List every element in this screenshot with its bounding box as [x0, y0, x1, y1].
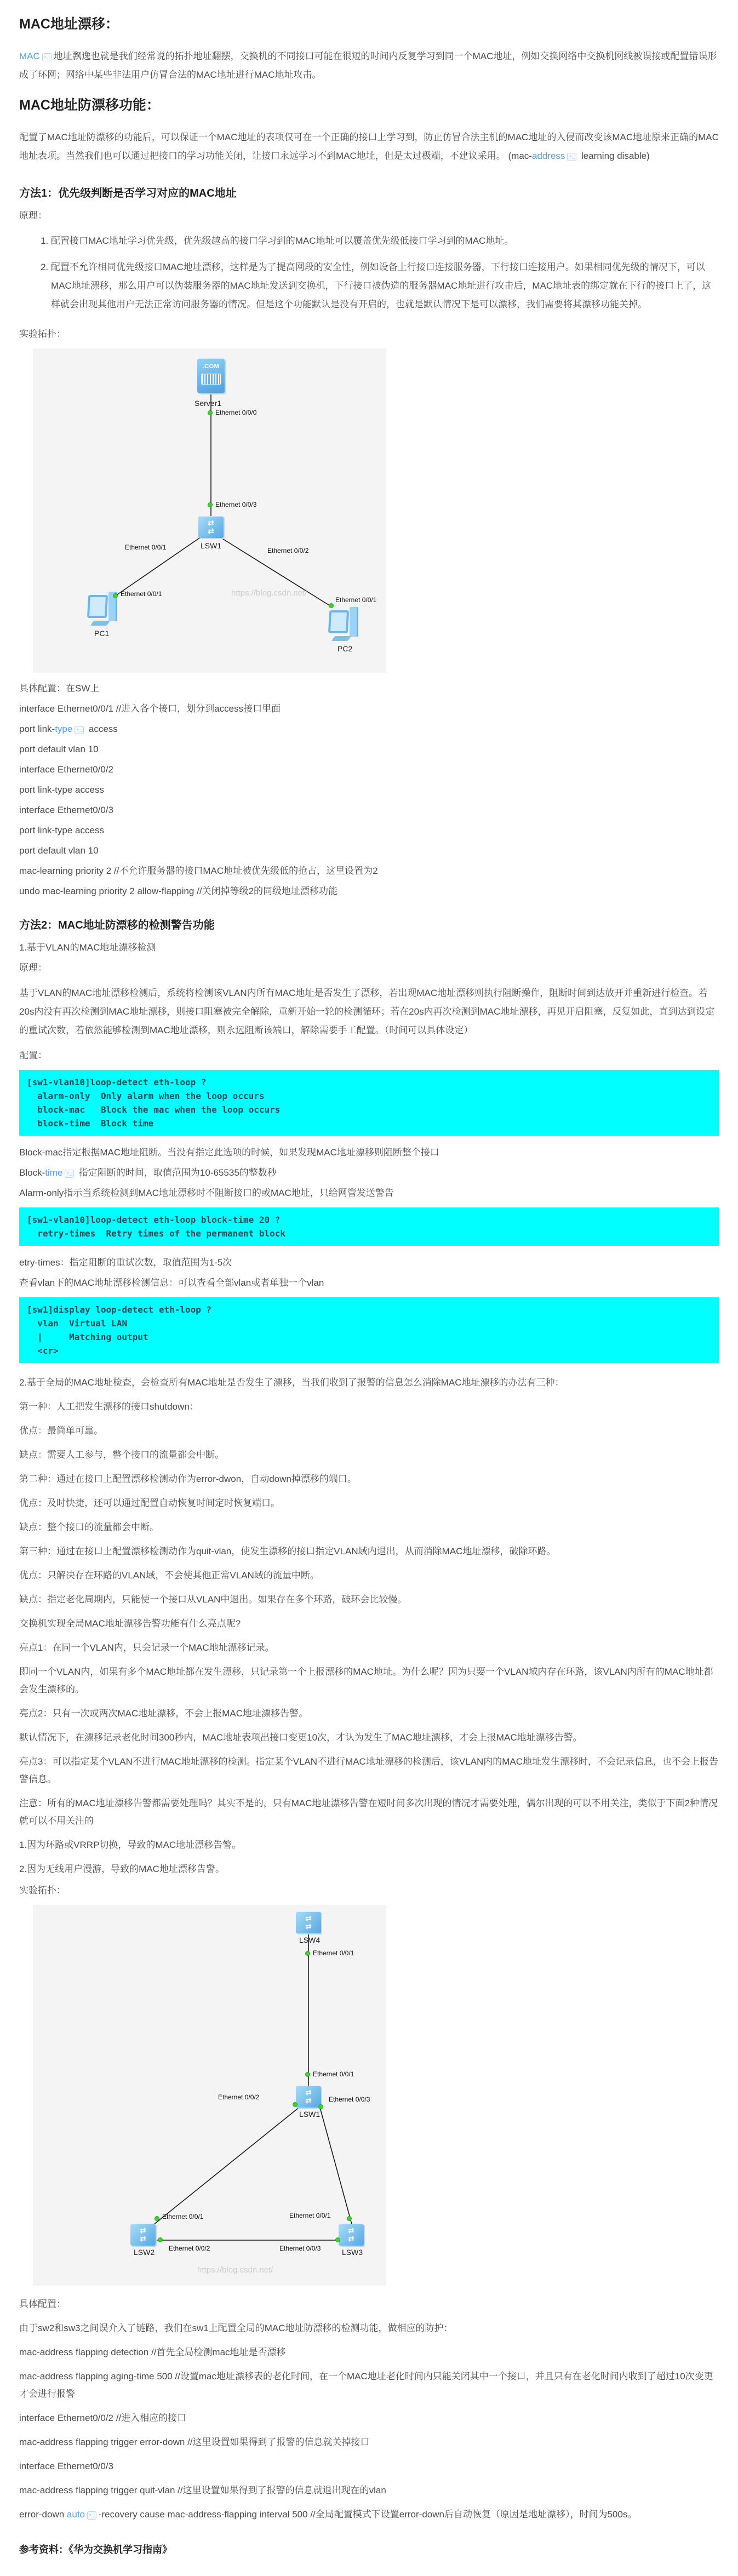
topology-diagram-2[interactable] [33, 1905, 386, 2286]
device-label-lsw2: LSW2 [134, 2248, 155, 2257]
link-endpoint-dot [208, 502, 213, 507]
config-text-after: -recovery cause mac-address-flapping interval 500 //全局配置模式下设置error-down后自动恢复（原因是地址漂移），时间为500s。 [98, 2509, 637, 2520]
config-line [19, 2506, 719, 2523]
list-item: 1. 配置接口MAC地址学习优先级，优先级越高的接口学习到的MAC地址可以覆盖优先级低接口学习到的MAC地址。 [51, 232, 719, 250]
solution-pro: 优点：及时快捷，还可以通过配置自动恢复时间定时恢复端口。 [19, 1498, 280, 1508]
note-text-after: 指定阻断的时间，取值范围为10-65535的整数秒 [76, 1167, 277, 1178]
mac-link[interactable]: MAC [19, 51, 40, 61]
solution-title: 第三种：通过在接口上配置漂移检测动作为quit-vlan，使发生漂移的接口指定VLAN域内退出，从而消除MAC地址漂移，破除环路。 [19, 1546, 556, 1556]
switch-arrows-glyph: ⇄ [348, 2234, 354, 2243]
topology-diagram-1[interactable] [33, 348, 386, 673]
device-label-lsw1: LSW1 [299, 2110, 321, 2119]
device-label-server1: Server1 [194, 399, 222, 408]
anti-drift-paragraph [19, 128, 719, 165]
solution-title: 第一种：人工把发生漂移的接口shutdown： [19, 1401, 199, 1412]
solution-con: 缺点：指定老化周期内，只能使一个接口从VLAN中退出。如果存在多个环路，破环会比较慢。 [19, 1594, 407, 1605]
intro-paragraph [19, 47, 719, 84]
inline-code-icon[interactable]: ›_ [75, 726, 84, 734]
config-line: port default vlan 10 [19, 845, 99, 856]
port-label: Ethernet 0/0/1 [162, 2213, 204, 2220]
highlight2: 亮点2：只有一次或两次MAC地址漂移，不会上报MAC地址漂移告警。 [19, 1708, 308, 1719]
method2-principle-paragraph: 基于VLAN的MAC地址漂移检测后，系统将检测该VLAN内所有MAC地址是否发生了漂移，若出现MAC地址漂移则执行阻断操作，阻断时间到达放开并重新进行检查。若20s内没有再次检测到MAC地址漂移，则接口阻塞被完全解除，重新开始一轮的检测循环；若在20s内再次检测到MAC地址漂移，再见开启阻塞，反复如此，直到达到设定的重试次数，若依然能够检测到MAC地址漂移，则永远阻断该端口，解除需要手工配置。（时间可以具体设定） [19, 988, 715, 1035]
device-label-lsw4: LSW4 [299, 1936, 321, 1944]
config-line: port default vlan 10 [19, 744, 99, 754]
port-label: Ethernet 0/0/3 [215, 501, 257, 508]
switch-arrows-glyph: ⇄ [140, 2234, 146, 2243]
pc-screen [87, 595, 108, 618]
cli-output-loop-detect-options [19, 1070, 719, 1136]
watermark-text: https://blog.csdn.net/ [197, 2265, 273, 2275]
link-endpoint-dot [305, 1951, 310, 1956]
config-line: interface Ethernet0/0/2 [19, 764, 114, 775]
topology1-label: 实验拓扑： [19, 329, 66, 339]
port-label: Ethernet 0/0/1 [125, 543, 167, 551]
config-line: mac-address flapping detection //首先全局检测mac地址是否漂移 [19, 2347, 286, 2357]
solution-title: 第二种：通过在接口上配置漂移检测动作为error-dwon，自动down掉漂移的端口。 [19, 1474, 357, 1484]
solution-con: 缺点：整个接口的流量都会中断。 [19, 1522, 159, 1532]
config-line [19, 723, 719, 735]
config-line: mac-learning priority 2 //不允许服务器的接口MAC地址被优先级低的抢占，这里设置为2 [19, 866, 378, 876]
config2-title: 具体配置： [19, 2299, 66, 2309]
method2-principle-label: 原理： [19, 963, 47, 973]
watermark-text: https://blog.csdn.net/ [231, 588, 307, 598]
method2-sub1: 1.基于VLAN的MAC地址漂移检测 [19, 942, 156, 953]
link-endpoint-dot [155, 2216, 159, 2221]
note-line [19, 1167, 719, 1179]
time-link[interactable]: time [45, 1167, 63, 1178]
code-line: <cr> [27, 1346, 59, 1356]
config-line: interface Ethernet0/0/2 //进入相应的接口 [19, 2413, 187, 2423]
switch-arrows-glyph: ⇄ [208, 526, 214, 535]
method1-title: 方法1：优先级判断是否学习对应的MAC地址 [19, 187, 237, 199]
type-link[interactable]: type [55, 724, 73, 734]
config-text-before: error-down [19, 2509, 67, 2520]
list-item: 2. 配置不允许相同优先级接口MAC地址漂移，这样是为了提高网段的安全性，例如设备上行接口连接服务器，下行接口连接用户。如果相同优先级的情况下，可以MAC地址漂移，那么用户可以伪装服务器的MAC地址发送到交换机，下行接口被伪造的服务器MAC地址进行攻击后，MAC地址表的绑定就在下行的接口上了，这样就会出现其他用户无法正常访问服务器的情况。但是这个功能默认是没有开启的，也就是默认情况下是可以漂移，我们需要将其漂移功能关掉。 [51, 258, 719, 314]
config-line: interface Ethernet0/0/3 [19, 2461, 114, 2471]
inline-code-icon[interactable]: ›_ [567, 153, 576, 161]
highlight3: 亮点3：可以指定某个VLAN不进行MAC地址漂移的检测。指定某个VLAN不进行MAC地址漂移的检测后，该VLAN内的MAC地址发生漂移时，不会记录信息，也不会上报告警信息。 [19, 1756, 719, 1784]
port-label: Ethernet 0/0/1 [289, 2212, 331, 2219]
link-endpoint-dot [113, 593, 118, 598]
port-label: Ethernet 0/0/3 [279, 2245, 321, 2252]
port-label: Ethernet 0/0/1 [313, 2070, 354, 2078]
switch-icon-lsw1[interactable] [198, 516, 224, 538]
method2-title: 方法2：MAC地址防漂移的检测警告功能 [19, 919, 215, 931]
server-barcode [201, 374, 221, 385]
pc-tower [350, 607, 358, 637]
switch-icon-lsw1[interactable] [296, 2086, 321, 2108]
notice-paragraph: 注意：所有的MAC地址漂移告警都需要处理吗？其实不是的，只有MAC地址漂移告警在短时间多次出现的情况才需要处理，偶尔出现的可以不用关注，类似于下面2种情况就可以不用关注的 [19, 1798, 718, 1826]
pc2-icon[interactable] [329, 606, 361, 642]
article-title: MAC地址漂移： [19, 16, 119, 32]
note-text-before: Block- [19, 1167, 45, 1178]
config-line: mac-address flapping aging-time 500 //设置mac地址漂移表的老化时间，在一个MAC地址老化时间内只能关闭其中一个接口，并且只有在老化时间内收到了超过10次变更才会进行报警 [19, 2371, 713, 2399]
anti-drift-title: MAC地址防漂移功能： [19, 98, 160, 113]
switch-icon-lsw4[interactable] [296, 1911, 321, 1933]
config-line: interface Ethernet0/0/1 //进入各个接口，划分到access接口里面 [19, 703, 281, 714]
port-label: Ethernet 0/0/1 [335, 596, 377, 604]
link-endpoint-dot [305, 2072, 310, 2077]
device-label-lsw1: LSW1 [201, 541, 222, 550]
link-endpoint-dot [158, 2237, 163, 2242]
port-label: Ethernet 0/0/3 [329, 2096, 370, 2103]
address-link[interactable]: address [531, 151, 565, 161]
note-line: etry-times：指定阻断的重试次数，取值范围为1-5次 [19, 1257, 232, 1268]
switch-icon-lsw3[interactable] [339, 2224, 364, 2246]
link-endpoint-dot [208, 410, 213, 415]
anti-text-before: 配置了MAC地址防漂移的功能后，可以保证一个MAC地址的表项仅可在一个正确的接口上学习到，防止仿冒合法主机的MAC地址的入侵而改变该MAC地址原来正确的MAC地址表项。当然我们也可以通过把接口的学习功能关闭，让接口永远学习不到MAC地址，但是太过极端，不建议采用。 (mac- [19, 132, 719, 161]
auto-link[interactable]: auto [66, 2509, 85, 2520]
topology2-label: 实验拓扑： [19, 1885, 66, 1896]
note-line: Block-mac指定根据MAC地址阻断。当没有指定此选项的时候，如果发现MAC地址漂移则阻断整个接口 [19, 1147, 439, 1158]
highlights-question: 交换机实现全局MAC地址漂移告警功能有什么亮点呢? [19, 1618, 241, 1629]
note-line: Alarm-only指示当系统检测到MAC地址漂移时不阻断接口的或MAC地址，只给网管发送警告 [19, 1188, 394, 1198]
switch-icon-lsw2[interactable] [130, 2224, 156, 2246]
config-line: mac-address flapping trigger quit-vlan //这里设置如果得到了报警的信息就退出现在的vlan [19, 2485, 386, 2495]
method1-principle-label: 原理： [19, 210, 47, 221]
config2-intro: 由于sw2和sw3之间误介入了链路，我们在sw1上配置全局的MAC地址防漂移的检测功能，做相应的防护： [19, 2323, 453, 2333]
link-endpoint-dot [329, 603, 334, 608]
device-label-lsw3: LSW3 [342, 2248, 363, 2257]
global-check-paragraph: 2.基于全局的MAC地址检查，会检查所有MAC地址是否发生了漂移，当我们收到了报警的信息怎么消除MAC地址漂移的办法有三种： [19, 1377, 564, 1388]
note-line: 查看vlan下的MAC地址漂移检测信息：可以查看全部vlan或者单独一个vlan [19, 1278, 324, 1288]
notice-case: 2.因为无线用户漫游，导致的MAC地址漂移告警。 [19, 1864, 225, 1874]
config-line: interface Ethernet0/0/3 [19, 805, 114, 815]
highlight2-detail: 默认情况下，在漂移记录老化时间300秒内，MAC地址表项出接口变更10次，才认为发生了MAC地址漂移，才会上报MAC地址漂移告警。 [19, 1732, 582, 1743]
link-endpoint-dot [293, 2102, 298, 2107]
highlight1: 亮点1：在同一个VLAN内，只会记录一个MAC地址漂移记录。 [19, 1642, 274, 1653]
device-label-pc1: PC1 [94, 629, 110, 638]
code-line: retry-times Retry times of the permanent block [27, 1228, 286, 1239]
code-line: alarm-only Only alarm when the loop occurs [27, 1091, 265, 1101]
server-icon[interactable] [197, 358, 225, 393]
code-line: [sw1]display loop-detect eth-loop ? [27, 1304, 212, 1315]
switch-arrows-glyph: ⇄ [208, 518, 214, 527]
port-label: Ethernet 0/0/2 [267, 547, 309, 554]
switch-arrows-glyph: ⇄ [140, 2226, 146, 2235]
port-label: Ethernet 0/0/1 [121, 590, 162, 598]
link-endpoint-dot [347, 2216, 352, 2221]
solution-con: 缺点：需要人工参与，整个接口的流量都会中断。 [19, 1450, 224, 1460]
switch-arrows-glyph: ⇄ [348, 2226, 354, 2235]
solution-pro: 优点：最简单可靠。 [19, 1426, 103, 1436]
code-line: vlan Virtual LAN [27, 1318, 128, 1329]
config-line: mac-address flapping trigger error-down //这里设置如果得到了报警的信息就关掉接口 [19, 2437, 370, 2447]
cli-output-display-loop-detect [19, 1297, 719, 1363]
port-label: Ethernet 0/0/2 [218, 2093, 260, 2101]
switch-arrows-glyph: ⇄ [305, 1922, 312, 1931]
code-line: | Matching output [27, 1332, 148, 1342]
switch-arrows-glyph: ⇄ [305, 1914, 312, 1922]
code-line: [sw1-vlan10]loop-detect eth-loop ? [27, 1077, 207, 1087]
config1-title: 具体配置：在SW上 [19, 683, 100, 694]
code-line: block-mac Block the mac when the loop occurs [27, 1104, 281, 1115]
reference-heading: 参考资料：《华为交换机学习指南》 [19, 2544, 172, 2555]
config-line: port link-type access [19, 825, 104, 835]
switch-arrows-glyph: ⇄ [305, 2088, 312, 2097]
pc-base [90, 621, 110, 626]
cli-output-block-time [19, 1207, 719, 1246]
pc-base [331, 636, 351, 641]
anti-text-after: learning disable) [579, 151, 650, 161]
config-line: port link-type access [19, 785, 104, 795]
code-line: [sw1-vlan10]loop-detect eth-loop block-time 20 ? [27, 1215, 281, 1225]
inline-code-icon[interactable]: ›_ [87, 2511, 96, 2520]
link-endpoint-dot [335, 2237, 340, 2242]
config-line: undo mac-learning priority 2 allow-flapping //关闭掉等级2的同级地址漂移功能 [19, 886, 338, 896]
notice-case: 1.因为环路或VRRP切换，导致的MAC地址漂移告警。 [19, 1840, 242, 1850]
config-text-after: access [86, 724, 118, 734]
device-label-pc2: PC2 [337, 644, 353, 653]
switch-arrows-glyph: ⇄ [305, 2096, 312, 2105]
port-label: Ethernet 0/0/1 [313, 1949, 354, 1957]
port-label: Ethernet 0/0/2 [169, 2245, 210, 2252]
solution-pro: 优点：只解决存在环路的VLAN域，不会使其他正常VLAN域的流量中断。 [19, 1570, 319, 1581]
inline-code-icon[interactable]: ›_ [42, 53, 52, 61]
intro-text: 地址飘逸也就是我们经常说的拓扑地址翻摆，交换机的不同接口可能在很短的时间内反复学习到同一个MAC地址，例如交换网络中交换机网线被误接或配置错误形成了环网；网络中某些非法用户仿冒合法的MAC地址进行MAC地址攻击。 [19, 51, 717, 80]
highlight1-detail: 即同一个VLAN内，如果有多个MAC地址都在发生漂移，只记录第一个上报漂移的MAC地址。为什么呢？因为只要一个VLAN域内存在环路，该VLAN内所有的MAC地址都会发生漂移的。 [19, 1667, 713, 1695]
config-text-before: port link- [19, 724, 55, 734]
method1-principle-list [19, 232, 719, 314]
code-line: block-time Block time [27, 1118, 154, 1129]
pc-screen [328, 610, 349, 633]
config-label: 配置： [19, 1050, 47, 1061]
link-endpoint-dot [318, 2104, 323, 2109]
server-brand-label: .COM [202, 363, 220, 370]
port-label: Ethernet 0/0/0 [215, 409, 257, 416]
inline-code-icon[interactable]: ›_ [65, 1170, 74, 1178]
